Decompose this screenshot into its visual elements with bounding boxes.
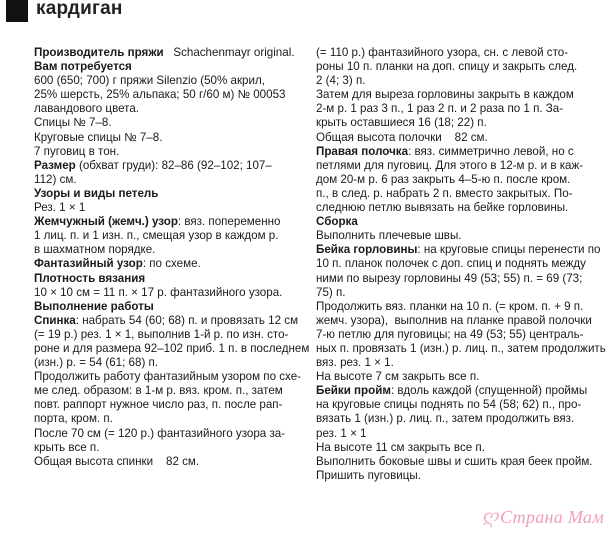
line-text: 10 п. планок полочек с доп. спиц и поднять между <box>316 257 586 271</box>
text-line <box>316 427 598 441</box>
bold-heading: Производитель пряжи <box>34 46 164 59</box>
text-line <box>316 173 598 187</box>
text-line <box>34 441 312 455</box>
text-line <box>316 370 598 384</box>
text-line <box>34 215 312 229</box>
line-text: Спицы № 7–8. <box>34 116 112 130</box>
text-line <box>316 131 598 145</box>
text-line <box>316 74 598 88</box>
text-line <box>316 201 598 215</box>
text-line <box>316 229 598 243</box>
line-text: Общая высота полочки 82 см. <box>316 130 488 144</box>
line-text: Выполнить плечевые швы. <box>316 229 462 243</box>
text-line <box>34 159 312 173</box>
line-text: ними по вырезу горловины 49 (53; 55) п. = 69 (73; <box>316 271 583 285</box>
line-text: Schachenmayr original. <box>163 46 295 59</box>
line-text: ме след. образом: в 1-м р. вяз. кром. п., затем <box>34 384 283 398</box>
line-text: Выполнить боковые швы и сшить края беек пройм. <box>316 454 593 468</box>
line-text: : вдоль каждой (спущенной) проймы <box>390 384 588 398</box>
line-text: (изн.) р. = 54 (61; 68) п. <box>34 356 159 370</box>
text-line <box>34 46 312 60</box>
line-text: 7 пуговиц в тон. <box>34 144 120 158</box>
line-text: : по схеме. <box>142 257 201 271</box>
line-text: 10 × 10 см = 11 п. × 17 р. фантазийного узора. <box>34 285 283 299</box>
text-line <box>316 300 598 314</box>
text-line <box>316 469 598 483</box>
text-line <box>34 102 312 116</box>
text-line <box>34 328 312 342</box>
text-line <box>34 370 312 384</box>
text-line <box>316 441 598 455</box>
line-text: На высоте 7 см закрыть все п. <box>316 370 480 384</box>
line-text: : вяз. попеременно <box>177 215 281 229</box>
line-text: (= 110 р.) фантазийного узора, сн. с левой сто- <box>316 46 569 59</box>
title-black-block <box>6 0 28 22</box>
line-text: Затем для выреза горловины закрыть в каждом <box>316 88 574 102</box>
text-line <box>34 60 312 74</box>
line-text: 7-ю петлю для пуговицы; на 49 (53; 55) централь- <box>316 327 584 341</box>
text-line <box>316 455 598 469</box>
text-line <box>316 215 598 229</box>
text-line <box>34 116 312 130</box>
line-text: : вяз. симметрично левой, но с <box>408 144 574 158</box>
line-text: : набрать 54 (60; 68) п. и провязать 12 см <box>75 313 299 327</box>
line-text: роне и для размера 92–102 приб. 1 п. в последнем <box>34 341 310 355</box>
swirl-icon: ღ <box>482 506 501 528</box>
line-text: 25% шерсть, 25% альпака; 50 г/60 м) № 00053 <box>34 88 286 102</box>
text-line <box>34 342 312 356</box>
text-line <box>316 398 598 412</box>
bold-heading: Фантазийный узор <box>34 257 143 271</box>
bold-heading: Бейки пройм <box>316 384 391 398</box>
line-text: лавандового цвета. <box>34 102 140 116</box>
line-text: в шахматном порядке. <box>34 243 156 257</box>
line-text: 600 (650; 700) г пряжи Silenzio (50% акрил, <box>34 74 265 88</box>
line-text: на круговые спицы поднять по 54 (58; 62) п., про- <box>316 398 582 412</box>
text-line <box>34 173 312 187</box>
text-line <box>316 314 598 328</box>
text-line <box>316 257 598 271</box>
text-line <box>316 116 598 130</box>
text-line <box>34 229 312 243</box>
line-text: Продолжить вяз. планки на 10 п. (= кром. п. + 9 п. <box>316 299 584 313</box>
text-line <box>316 145 598 159</box>
text-line <box>316 159 598 173</box>
watermark-logo <box>482 504 604 529</box>
text-line <box>316 356 598 370</box>
line-text: рез. 1 × 1 <box>316 426 367 440</box>
line-text: крыть все п. <box>34 440 100 454</box>
line-text: 112) см. <box>34 172 77 186</box>
line-text: п., в след. р. набрать 2 п. вместо закрытых. По- <box>316 186 573 200</box>
line-text: следнюю петлю вывязать на бейке горловины. <box>316 201 569 215</box>
line-text: порта, кром. п. <box>34 412 113 426</box>
line-text: Рез. 1 × 1 <box>34 201 86 215</box>
line-text: После 70 см (= 120 р.) фантазийного узора за- <box>34 426 286 440</box>
text-line <box>316 272 598 286</box>
bold-heading: Правая полочка <box>316 144 409 158</box>
watermark-text: Страна Мам <box>500 507 604 527</box>
line-text: роны 10 п. планки на доп. спицу и закрыть след. <box>316 60 578 74</box>
line-text: 75) п. <box>316 285 346 299</box>
line-text: Общая высота спинки 82 см. <box>34 454 200 468</box>
bold-heading: Сборка <box>316 215 358 229</box>
bold-heading: Узоры и виды петель <box>34 186 159 200</box>
bold-heading: Выполнение работы <box>34 299 154 313</box>
line-text: На высоте 11 см закрыть все п. <box>316 440 485 454</box>
text-line <box>316 341 606 356</box>
text-line <box>34 455 312 469</box>
text-line <box>316 88 598 102</box>
text-line <box>316 46 598 60</box>
line-text: петлями для пуговиц. Для этого в 12-м р. и в каж- <box>316 158 584 172</box>
text-line <box>34 398 312 412</box>
text-line <box>34 145 312 159</box>
line-text: крыть оставшиеся 16 (18; 22) п. <box>316 116 487 130</box>
bold-heading: Плотность вязания <box>34 271 146 285</box>
text-line <box>34 88 312 102</box>
text-line <box>34 356 312 370</box>
text-line <box>34 286 312 300</box>
line-text: (обхват груди): 82–86 (92–102; 107– <box>75 158 272 172</box>
text-line <box>34 201 312 215</box>
left-column <box>34 46 312 469</box>
line-text: Пришить пуговицы. <box>316 468 421 482</box>
text-line <box>34 300 312 314</box>
text-line <box>34 131 312 145</box>
line-text: Круговые спицы № 7–8. <box>34 130 163 144</box>
line-text: 1 лиц. п. и 1 изн. п., смещая узор в каждом р. <box>34 229 279 243</box>
text-line <box>34 74 312 88</box>
line-text: : на круговые спицы перенести по <box>417 243 601 257</box>
text-line <box>34 187 312 201</box>
text-line <box>316 412 598 426</box>
right-column <box>316 46 606 483</box>
text-line <box>316 328 598 342</box>
line-text: (= 19 р.) рез. 1 × 1, выполнив 1-й р. по изн. сто- <box>34 327 289 341</box>
page-title: кардиган <box>36 0 123 19</box>
text-line <box>316 243 601 257</box>
line-text: ных п. провязать 1 (изн.) р. лиц. п., затем продолжить <box>316 341 606 355</box>
text-line <box>34 427 312 441</box>
text-line <box>316 286 598 300</box>
text-line <box>34 257 312 271</box>
bold-heading: Спинка <box>34 313 76 327</box>
title-bar <box>0 0 610 22</box>
bold-heading: Вам потребуется <box>34 60 132 74</box>
line-text: вяз. рез. 1 × 1. <box>316 356 394 370</box>
text-line <box>34 272 312 286</box>
bold-heading: Размер <box>34 158 76 172</box>
line-text: повт. раппорт нужное число раз, п. после рап- <box>34 398 283 412</box>
bold-heading: Жемчужный (жемч.) узор <box>34 215 178 229</box>
text-line <box>316 102 598 116</box>
line-text: 2-м р. 1 раз 3 п., 1 раз 2 п. и 2 раза по 1 п. За- <box>316 102 564 116</box>
text-line <box>34 412 312 426</box>
line-text: вязать 1 (изн.) р. лиц. п., затем продолжить вяз. <box>316 412 575 426</box>
text-line <box>34 243 312 257</box>
text-line <box>316 384 598 398</box>
text-line <box>316 187 598 201</box>
line-text: Продолжить работу фантазийным узором по схе- <box>34 370 302 384</box>
bold-heading: Бейка горловины <box>316 243 418 257</box>
line-text: дом 20-м р. 6 раз закрыть 4–5-ю п. после кром. <box>316 172 571 186</box>
text-line <box>34 384 312 398</box>
line-text: 2 (4; 3) п. <box>316 74 366 88</box>
text-line <box>34 314 312 328</box>
text-line <box>316 60 598 74</box>
line-text: жемч. узора), выполнив на планке правой полочки <box>316 313 592 327</box>
